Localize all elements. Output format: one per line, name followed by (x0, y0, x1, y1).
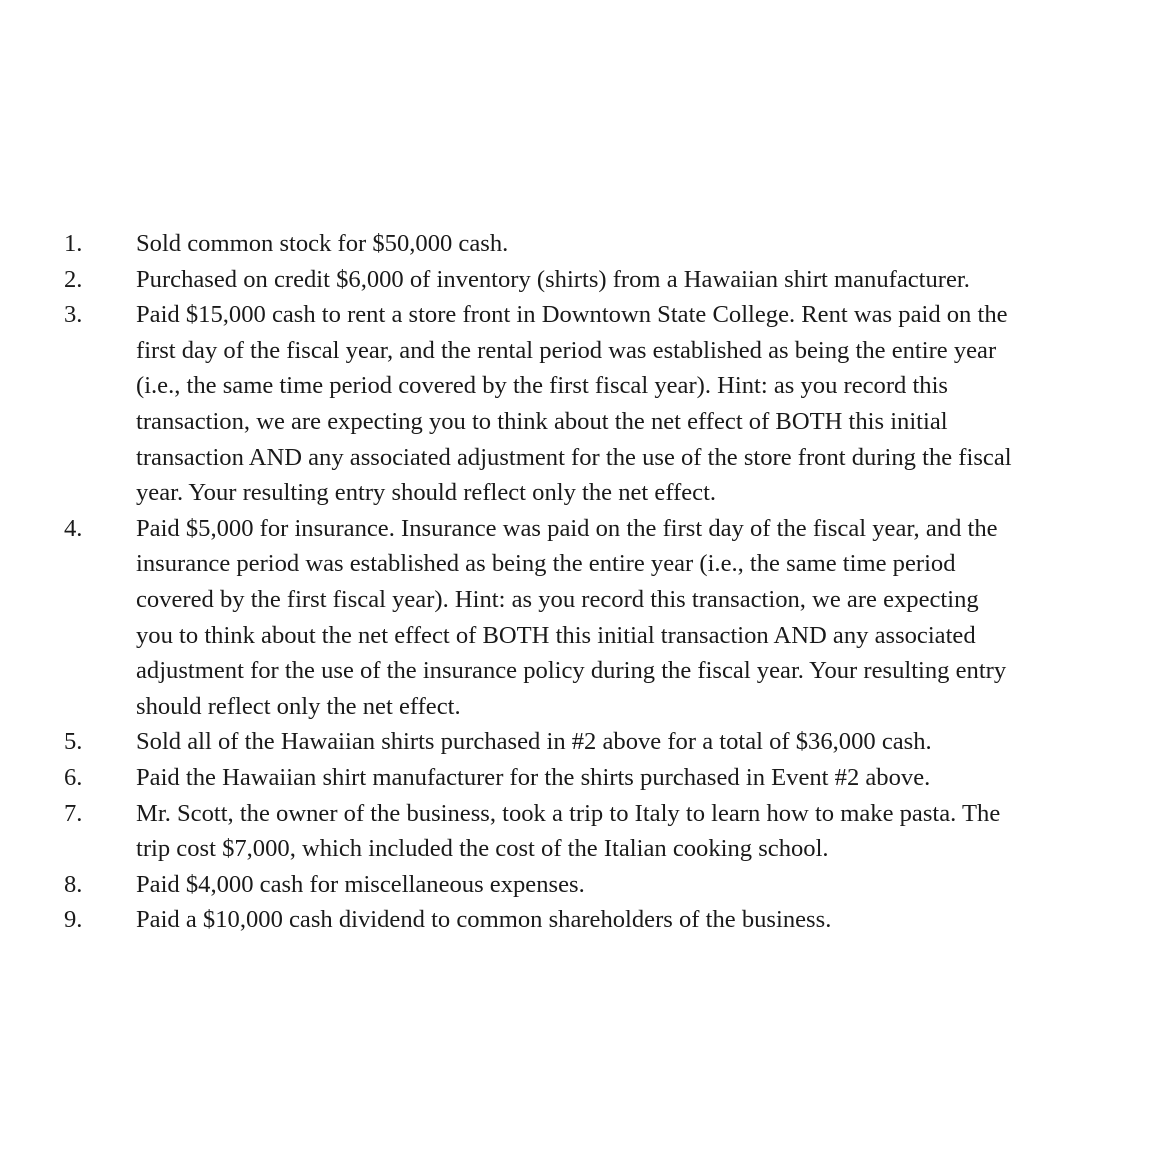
item-text: Purchased on credit $6,000 of inventory (shirts) from a Hawaiian shirt manufacturer. (136, 265, 970, 293)
item-number: 4. (64, 514, 83, 542)
item-number: 6. (64, 763, 83, 791)
item-text: Paid $4,000 cash for miscellaneous expenses. (136, 870, 585, 898)
list-item (60, 867, 1120, 903)
item-text: Sold common stock for $50,000 cash. (136, 230, 509, 257)
list-item (60, 760, 1120, 796)
item-text: Paid $15,000 cash to rent a store front in Downtown State College. Rent was paid on the first day of the fiscal year, and the rental period was established as being the entire year (i.e., the same time period covered by the first fiscal year). Hint: as you record this transaction, we are expecting you to think about the net effect of BOTH this initial transaction AND any associated adjustment for the use of the store front during the fiscal year. Your resulting entry should reflect only the net effect. (136, 301, 1012, 507)
item-text: Paid a $10,000 cash dividend to common shareholders of the business. (136, 906, 832, 934)
list-item (60, 902, 1120, 938)
list-item (60, 262, 1120, 298)
item-number: 7. (64, 799, 83, 827)
item-number: 5. (64, 728, 83, 756)
item-text: Paid $5,000 for insurance. Insurance was paid on the first day of the fiscal year, and the insurance period was established as being the entire year (i.e., the same time period covered by the first fiscal year). Hint: as you record this transaction, we are expecting you to think about the net effect of BOTH this initial transaction AND any associated adjustment for the use of the insurance policy during the fiscal year. Your resulting entry should reflect only the net effect. (136, 514, 1007, 720)
list-item (60, 297, 1120, 511)
item-text: Paid the Hawaiian shirt manufacturer for the shirts purchased in Event #2 above. (136, 763, 931, 791)
item-number: 8. (64, 870, 83, 898)
item-number: 3. (64, 301, 83, 329)
item-number: 1. (64, 230, 83, 257)
list-item (60, 511, 1120, 725)
list-item (60, 226, 1120, 262)
transaction-list (60, 226, 1120, 938)
list-item (60, 796, 1120, 867)
item-number: 9. (64, 906, 83, 934)
item-text: Mr. Scott, the owner of the business, took a trip to Italy to learn how to make pasta. The trip cost $7,000, which included the cost of the Italian cooking school. (136, 799, 1001, 863)
item-number: 2. (64, 265, 83, 293)
item-text: Sold all of the Hawaiian shirts purchased in #2 above for a total of $36,000 cash. (136, 728, 932, 756)
list-item (60, 724, 1120, 760)
